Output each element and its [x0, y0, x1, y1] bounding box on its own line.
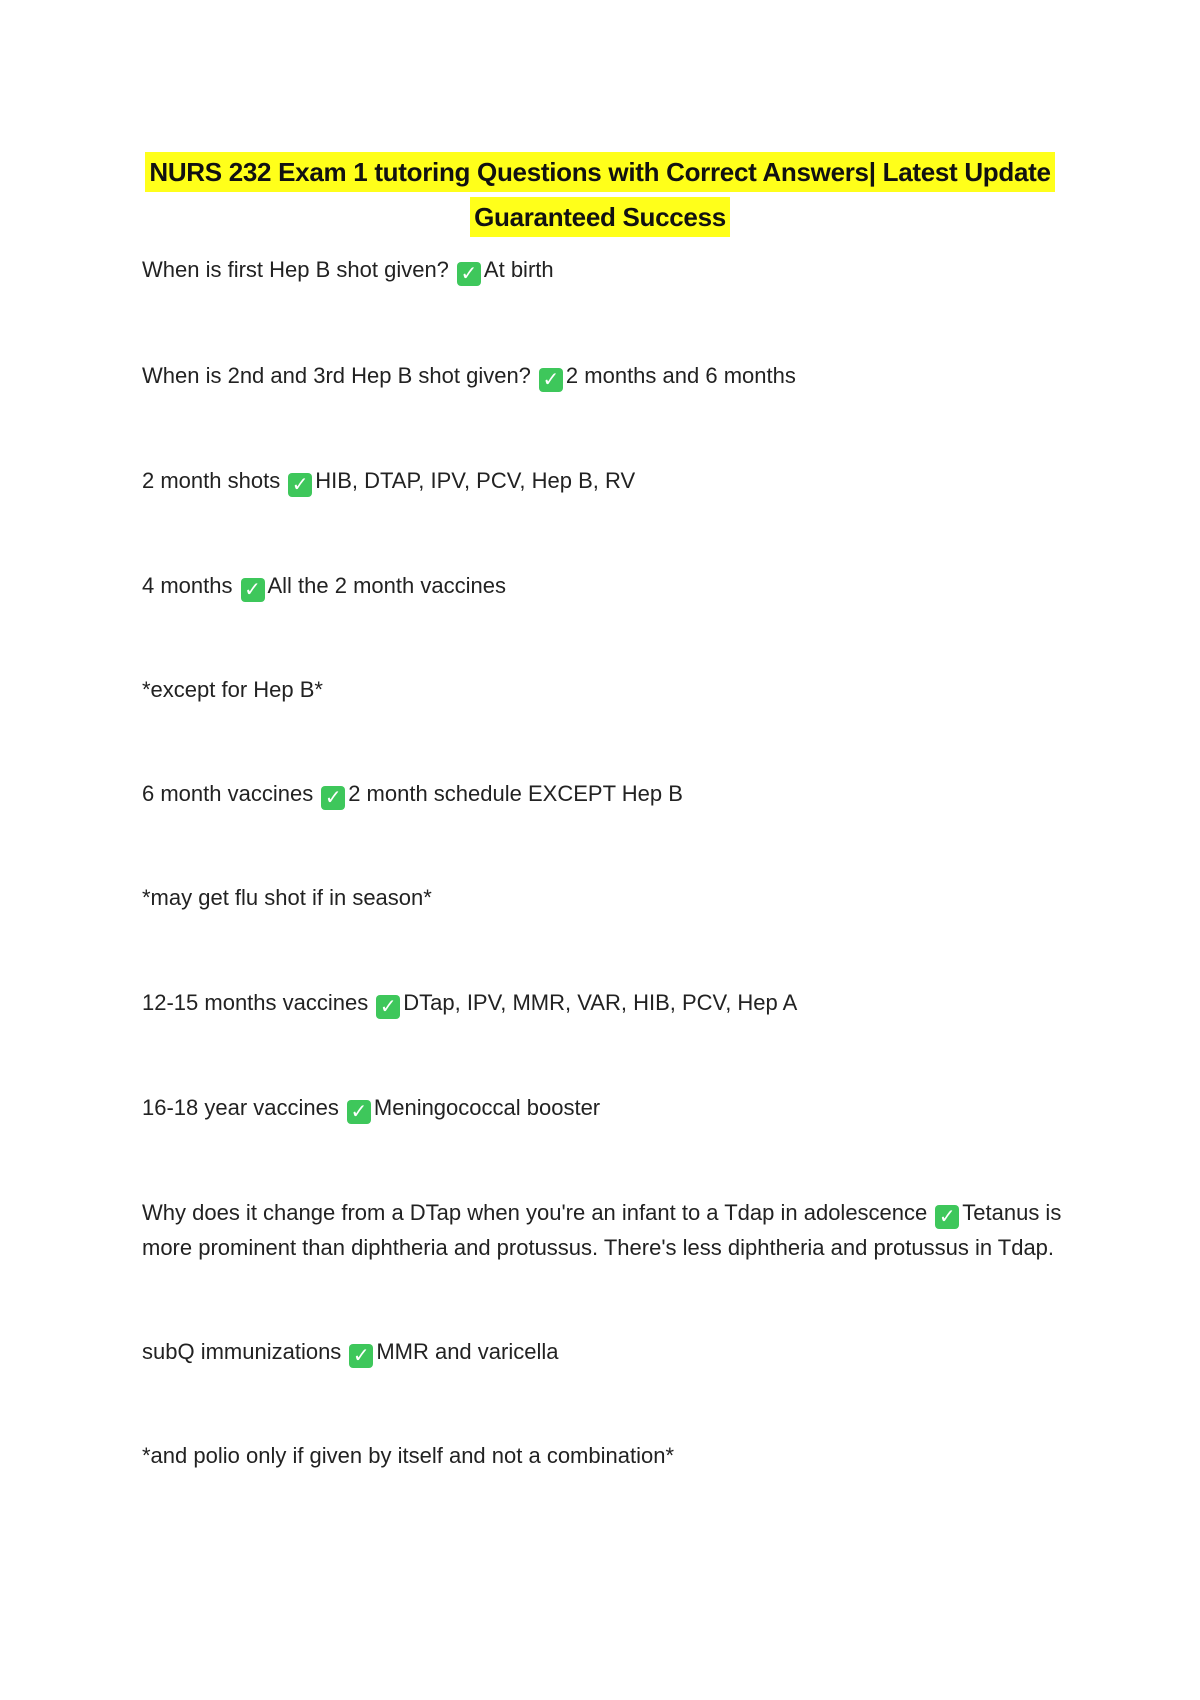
answer-text: Meningococcal booster: [373, 1095, 601, 1120]
check-mark-icon: ✓: [321, 786, 345, 810]
answer-text: HIB, DTAP, IPV, PCV, Hep B, RV: [315, 468, 636, 493]
qa-item: [142, 1090, 1072, 1125]
qa-item: [142, 985, 1072, 1020]
qa-item: [142, 1334, 1072, 1369]
question-text: 6 month vaccines: [142, 781, 314, 806]
answer-text: All the 2 month vaccines: [267, 573, 506, 598]
check-mark-icon: ✓: [241, 578, 265, 602]
answer-text: Tetanus is more prominent than diphtheria and protussus. There's less diphtheria and protussus in Tdap.: [142, 1200, 1062, 1260]
check-mark-icon: ✓: [347, 1100, 371, 1124]
qa-item: [142, 568, 1072, 603]
answer-text: 2 months and 6 months: [565, 363, 796, 388]
check-mark-icon: ✓: [457, 262, 481, 286]
answer-text: MMR and varicella: [376, 1339, 559, 1364]
answer-text: At birth: [483, 257, 554, 282]
check-mark-icon: ✓: [288, 473, 312, 497]
qa-item: [142, 1195, 1072, 1265]
check-mark-icon: ✓: [935, 1205, 959, 1229]
question-text: 12-15 months vaccines: [142, 990, 369, 1015]
qa-item: [142, 358, 1072, 393]
question-text: When is first Hep B shot given?: [142, 257, 449, 282]
question-text: subQ immunizations: [142, 1339, 342, 1364]
check-mark-icon: ✓: [349, 1344, 373, 1368]
note-text: *except for Hep B*: [142, 677, 323, 702]
check-mark-icon: ✓: [539, 368, 563, 392]
answer-text: DTap, IPV, MMR, VAR, HIB, PCV, Hep A: [403, 990, 798, 1015]
title-line-2: Guaranteed Success: [470, 197, 730, 237]
qa-item: [142, 252, 1072, 287]
question-text: Why does it change from a DTap when you're an infant to a Tdap in adolescence: [142, 1200, 928, 1225]
qa-item: [142, 463, 1072, 498]
question-text: 4 months: [142, 573, 233, 598]
question-text: When is 2nd and 3rd Hep B shot given?: [142, 363, 531, 388]
document-title: [140, 152, 1060, 242]
qa-item: [142, 776, 1072, 811]
check-mark-icon: ✓: [376, 995, 400, 1019]
question-text: 16-18 year vaccines: [142, 1095, 339, 1120]
answer-text: 2 month schedule EXCEPT Hep B: [348, 781, 683, 806]
title-line-1: NURS 232 Exam 1 tutoring Questions with Correct Answers| Latest Update: [145, 152, 1054, 192]
note-text: *and polio only if given by itself and not a combination*: [142, 1443, 675, 1468]
note-text: *may get flu shot if in season*: [142, 885, 432, 910]
question-text: 2 month shots: [142, 468, 281, 493]
